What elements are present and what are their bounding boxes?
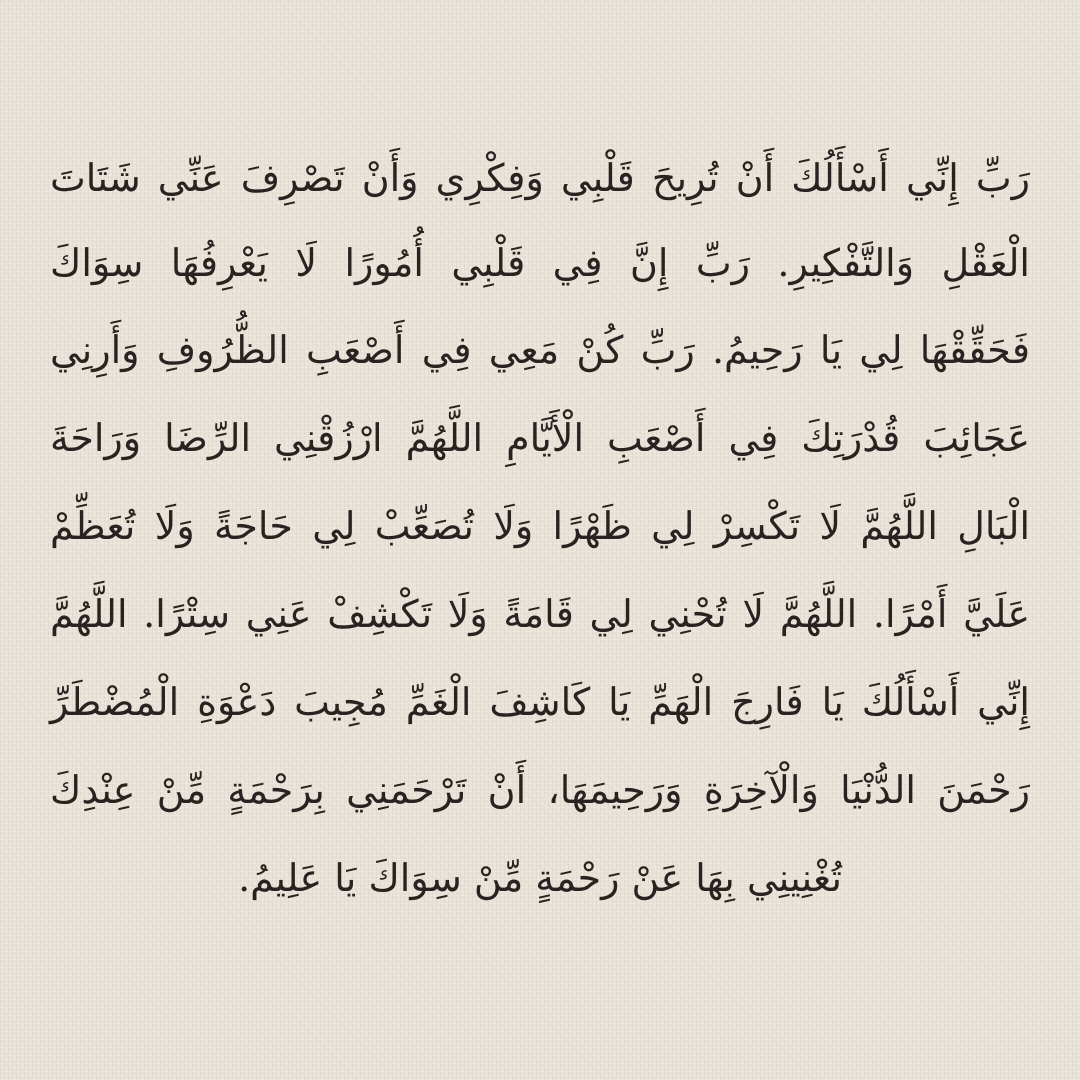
dua-line-5: الْبَالِ اللَّهُمَّ لَا تَكْسِرْ لِي ظَهْرًا وَلَا تُصَعِّبْ لِي حَاجَةً وَلَا تُعَظِّمْ xyxy=(50,504,1030,548)
dua-line-1: رَبِّ إِنِّي أَسْأَلُكَ أَنْ تُرِيحَ قَلْبِي وَفِكْرِي وَأَنْ تَصْرِفَ عَنِّي شَتَاتَ xyxy=(50,156,1030,200)
dua-line-3: فَحَقِّقْهَا لِي يَا رَحِيمُ. رَبِّ كُنْ مَعِي فِي أَصْعَبِ الظُّرُوفِ وَأَرِنِي xyxy=(50,328,1030,372)
dua-line-7: إِنِّي أَسْأَلُكَ يَا فَارِجَ الْهَمِّ يَا كَاشِفَ الْغَمِّ مُجِيبَ دَعْوَةِ الْمُضْطَرِّ xyxy=(50,680,1030,724)
dua-line-8: رَحْمَنَ الدُّنْيَا وَالْآخِرَةِ وَرَحِيمَهَا، أَنْ تَرْحَمَنِي بِرَحْمَةٍ مِّنْ عِنْدِكَ xyxy=(50,768,1030,812)
dua-line-2: الْعَقْلِ وَالتَّفْكِيرِ. رَبِّ إِنَّ فِي قَلْبِي أُمُورًا لَا يَعْرِفُهَا سِوَاكَ xyxy=(50,241,1030,285)
dua-line-9: تُغْنِينِي بِهَا عَنْ رَحْمَةٍ مِّنْ سِوَاكَ يَا عَلِيمُ. xyxy=(238,856,842,900)
dua-line-6: عَلَيَّ أَمْرًا. اللَّهُمَّ لَا تُحْنِي لِي قَامَةً وَلَا تَكْشِفْ عَنِي سِتْرًا. اللَّهُمَّ xyxy=(50,592,1030,636)
dua-line-4: عَجَائِبَ قُدْرَتِكَ فِي أَصْعَبِ الْأَيَّامِ اللَّهُمَّ ارْزُقْنِي الرِّضَا وَرَاحَةَ xyxy=(50,416,1030,460)
